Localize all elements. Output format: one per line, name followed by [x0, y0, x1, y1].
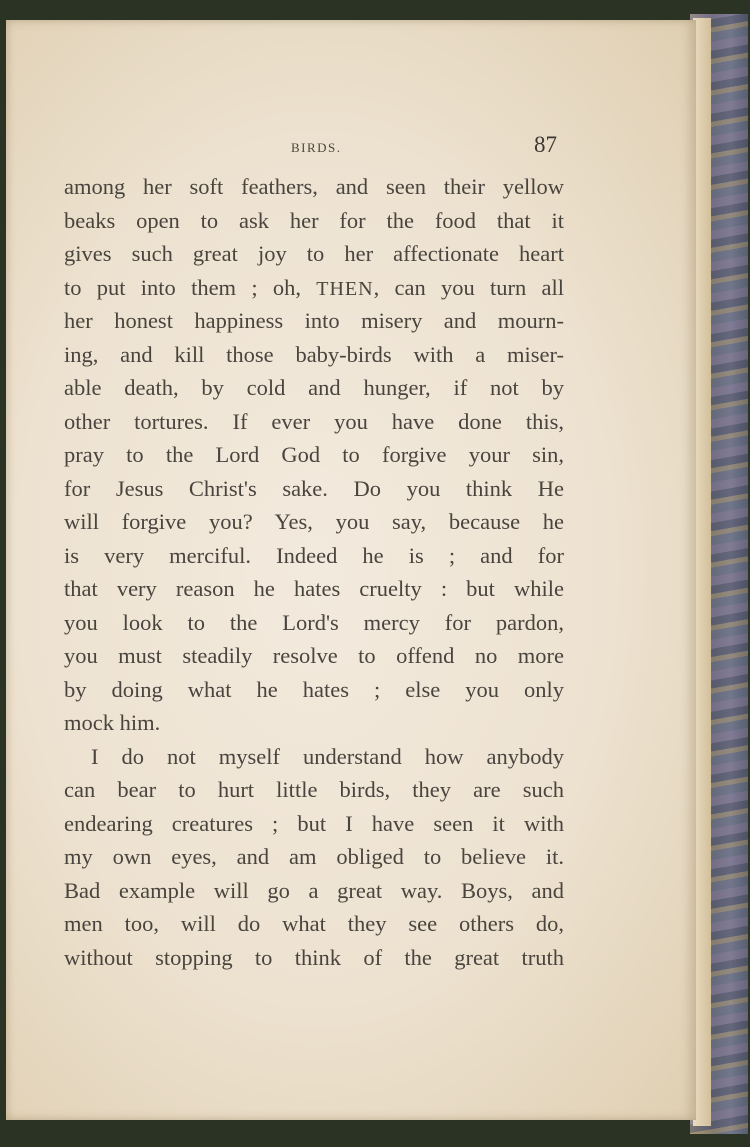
text-line: can bear to hurt little birds, they are such: [64, 777, 564, 802]
text-line: without stopping to think of the great truth: [64, 944, 564, 970]
page-number: 87: [534, 132, 557, 157]
page-header: [6, 120, 696, 157]
text-line: will forgive you? Yes, you say, because he: [64, 509, 564, 534]
paragraph-2: [64, 740, 564, 975]
text-line: that very reason he hates cruelty : but while: [64, 576, 564, 601]
text-run: to put into them ; oh,: [64, 274, 317, 300]
text-line: mock him.: [64, 710, 161, 735]
text-line: men too, will do what they see others do,: [64, 911, 564, 936]
text-line: my own eyes, and am obliged to believe it.: [64, 844, 564, 869]
text-line: pray to the Lord God to forgive your sin,: [64, 442, 564, 467]
small-caps-word: THEN: [316, 277, 374, 300]
running-head: BIRDS.: [291, 140, 342, 155]
text-line: by doing what he hates ; else you only: [64, 676, 564, 702]
text-line: Bad example will go a great way. Boys, and: [64, 877, 564, 903]
text-line: ing, and kill those baby-birds with a miser-: [64, 341, 564, 367]
text-line: beaks open to ask her for the food that it: [64, 207, 564, 233]
text-line: endearing creatures ; but I have seen it with: [64, 810, 564, 836]
text-line: is very merciful. Indeed he is ; and for: [64, 542, 564, 568]
paragraph-1: [64, 170, 564, 740]
book-page: [6, 20, 696, 1120]
text-line: [64, 271, 564, 305]
body-text: [64, 170, 564, 974]
text-line: for Jesus Christ's sake. Do you think He: [64, 475, 564, 501]
text-line: her honest happiness into misery and mourn-: [64, 308, 564, 333]
text-line: gives such great joy to her affectionate heart: [64, 241, 564, 266]
text-line: among her soft feathers, and seen their yellow: [64, 174, 564, 199]
text-line: I do not myself understand how anybody: [91, 743, 564, 769]
text-line: you look to the Lord's mercy for pardon,: [64, 609, 564, 635]
text-run: , can you turn all: [373, 274, 564, 300]
text-line: able death, by cold and hunger, if not by: [64, 375, 564, 400]
text-line: other tortures. If ever you have done this,: [64, 408, 564, 434]
text-line: you must steadily resolve to offend no more: [64, 643, 564, 668]
